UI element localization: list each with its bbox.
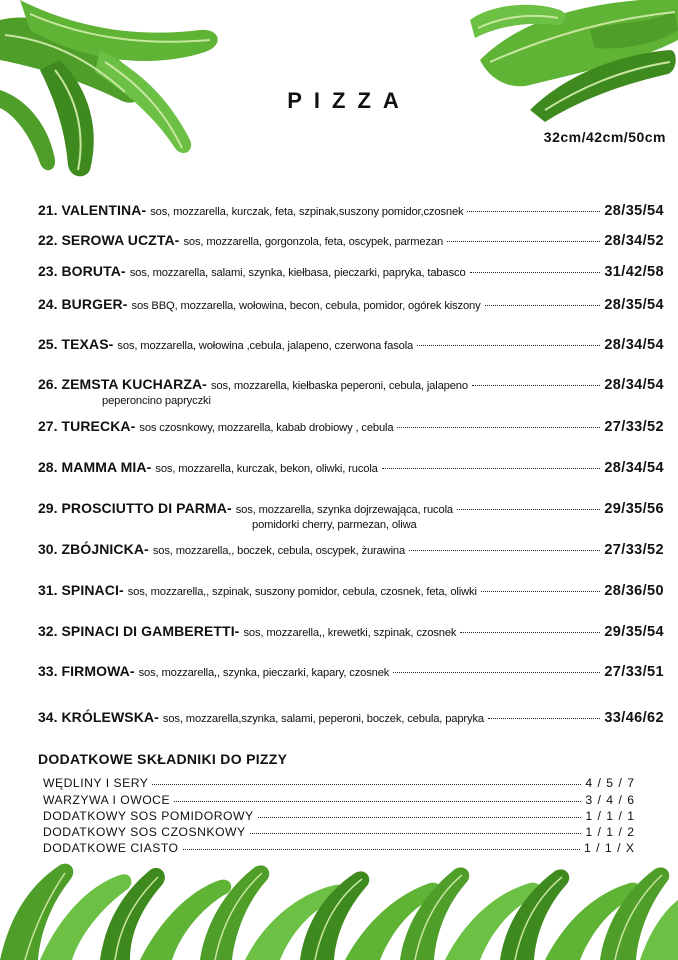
pizza-item	[38, 418, 664, 435]
pizza-item	[38, 500, 664, 531]
pizza-item	[38, 336, 664, 353]
pizza-item	[38, 582, 664, 599]
extra-label: DODATKOWY SOS POMIDOROWY	[43, 809, 254, 823]
extra-price: 1 / 1 / 1	[585, 809, 635, 823]
pizza-price: 33/46/62	[604, 710, 664, 726]
dot-leader	[460, 632, 600, 633]
pizza-ingredients: sos, mozzarella, gorgonzola, feta, oscypek, parmezan	[183, 236, 444, 248]
dot-leader	[174, 801, 581, 802]
pizza-number: 24.	[38, 296, 58, 312]
pizza-price: 31/42/58	[604, 264, 664, 280]
pizza-number: 25.	[38, 336, 58, 352]
dot-leader	[447, 241, 600, 242]
pizza-price: 29/35/56	[604, 501, 664, 517]
pizza-number: 21.	[38, 202, 58, 218]
pizza-name: TEXAS-	[61, 336, 114, 352]
dot-leader	[470, 272, 601, 273]
pizza-name: ZEMSTA KUCHARZA-	[61, 376, 207, 392]
dot-leader	[472, 385, 600, 386]
extra-label: WĘDLINY I SERY	[43, 776, 149, 790]
pizza-number: 31.	[38, 582, 58, 598]
arugula-leaves-bottom-border-image	[0, 855, 678, 960]
pizza-price: 29/35/54	[604, 624, 664, 640]
pizza-item	[38, 663, 664, 680]
pizza-number: 34.	[38, 709, 58, 725]
pizza-ingredients: sos, mozzarella, szynka dojrzewająca, rucola	[235, 504, 453, 516]
pizza-sizes-label: 32cm/42cm/50cm	[543, 129, 666, 145]
pizza-ingredients: sos czosnkowy, mozzarella, kabab drobiowy , cebula	[139, 422, 394, 434]
pizza-name: VALENTINA-	[61, 202, 147, 218]
pizza-ingredients: sos, mozzarella,szynka, salami, peperoni, boczek, cebula, papryka	[162, 713, 484, 725]
extra-item	[43, 793, 635, 807]
pizza-ingredients: sos, mozzarella, kurczak, feta, szpinak,suszony pomidor,czosnek	[150, 206, 464, 218]
pizza-number: 33.	[38, 663, 58, 679]
pizza-price: 28/35/54	[604, 297, 664, 313]
pizza-ingredients: sos, mozzarella, kurczak, bekon, oliwki, rucola	[155, 463, 378, 475]
pizza-number: 28.	[38, 459, 58, 475]
extras-title: DODATKOWE SKŁADNIKI DO PIZZY	[38, 751, 288, 767]
pizza-name: MAMMA MIA-	[61, 459, 152, 475]
dot-leader	[152, 784, 581, 785]
dot-leader	[409, 550, 600, 551]
dot-leader	[382, 468, 601, 469]
pizza-ingredients: sos, mozzarella, salami, szynka, kiełbasa, pieczarki, papryka, tabasco	[129, 267, 466, 279]
extra-price: 3 / 4 / 6	[585, 793, 635, 807]
pizza-ingredients: sos, mozzarella,, krewetki, szpinak, czosnek	[243, 627, 457, 639]
pizza-number: 32.	[38, 623, 58, 639]
pizza-number: 26.	[38, 376, 58, 392]
dot-leader	[485, 305, 601, 306]
pizza-number: 22.	[38, 232, 58, 248]
pizza-item	[38, 623, 664, 640]
dot-leader	[258, 817, 582, 818]
pizza-name: ZBÓJNICKA-	[61, 541, 149, 557]
pizza-price: 27/33/52	[604, 542, 664, 558]
pizza-number: 23.	[38, 263, 58, 279]
pizza-name: BORUTA-	[61, 263, 126, 279]
dot-leader	[467, 211, 600, 212]
extra-item	[43, 825, 635, 839]
extra-label: DODATKOWY SOS CZOSNKOWY	[43, 825, 246, 839]
pizza-item	[38, 541, 664, 558]
dot-leader	[417, 345, 600, 346]
extra-label: WARZYWA I OWOCE	[43, 793, 171, 807]
pizza-number: 30.	[38, 541, 58, 557]
pizza-name: FIRMOWA-	[61, 663, 135, 679]
pizza-ingredients: sos, mozzarella,, szynka, pieczarki, kapary, czosnek	[138, 667, 390, 679]
dot-leader	[183, 849, 580, 850]
pizza-price: 27/33/52	[604, 419, 664, 435]
pizza-price: 28/34/54	[604, 337, 664, 353]
pizza-price: 28/34/52	[604, 233, 664, 249]
extra-price: 1 / 1 / X	[583, 841, 635, 855]
pizza-item	[38, 296, 664, 313]
pizza-ingredients: sos BBQ, mozzarella, wołowina, becon, cebula, pomidor, ogórek kiszony	[131, 300, 481, 312]
pizza-price: 28/36/50	[604, 583, 664, 599]
pizza-ingredients-continued: peperoncino papryczki	[102, 395, 211, 407]
dot-leader	[488, 718, 600, 719]
pizza-price: 28/34/54	[604, 377, 664, 393]
pizza-number: 27.	[38, 418, 58, 434]
pizza-ingredients: sos, mozzarella, kiełbaska peperoni, cebula, jalapeno	[210, 380, 468, 392]
menu-title: PIZZA	[287, 88, 411, 113]
dot-leader	[393, 672, 600, 673]
pizza-item	[38, 263, 664, 280]
dot-leader	[457, 509, 600, 510]
pizza-name: SEROWA UCZTA-	[61, 232, 180, 248]
pizza-name: PROSCIUTTO DI PARMA-	[61, 500, 232, 516]
pizza-price: 28/34/54	[604, 460, 664, 476]
dot-leader	[250, 833, 582, 834]
pizza-item	[38, 709, 664, 726]
dot-leader	[481, 591, 601, 592]
pizza-ingredients: sos, mozzarella, wołowina ,cebula, jalapeno, czerwona fasola	[117, 340, 414, 352]
pizza-ingredients-continued: pomidorki cherry, parmezan, oliwa	[252, 519, 417, 531]
extra-item	[43, 776, 635, 790]
pizza-name: BURGER-	[61, 296, 128, 312]
pizza-ingredients: sos, mozzarella,, szpinak, suszony pomidor, cebula, czosnek, feta, oliwki	[127, 586, 477, 598]
pizza-name: SPINACI DI GAMBERETTI-	[61, 623, 240, 639]
pizza-number: 29.	[38, 500, 58, 516]
extra-item	[43, 841, 635, 855]
pizza-item	[38, 459, 664, 476]
pizza-item	[38, 202, 664, 219]
pizza-price: 27/33/51	[604, 664, 664, 680]
extra-label: DODATKOWE CIASTO	[43, 841, 179, 855]
extra-price: 4 / 5 / 7	[585, 776, 635, 790]
pizza-price: 28/35/54	[604, 203, 664, 219]
extra-item	[43, 809, 635, 823]
pizza-item	[38, 232, 664, 249]
pizza-name: TURECKA-	[61, 418, 136, 434]
pizza-name: SPINACI-	[61, 582, 124, 598]
dot-leader	[397, 427, 600, 428]
pizza-item	[38, 376, 664, 407]
pizza-name: KRÓLEWSKA-	[61, 709, 159, 725]
pizza-ingredients: sos, mozzarella,, boczek, cebula, oscypek, żurawina	[152, 545, 406, 557]
extra-price: 1 / 1 / 2	[585, 825, 635, 839]
